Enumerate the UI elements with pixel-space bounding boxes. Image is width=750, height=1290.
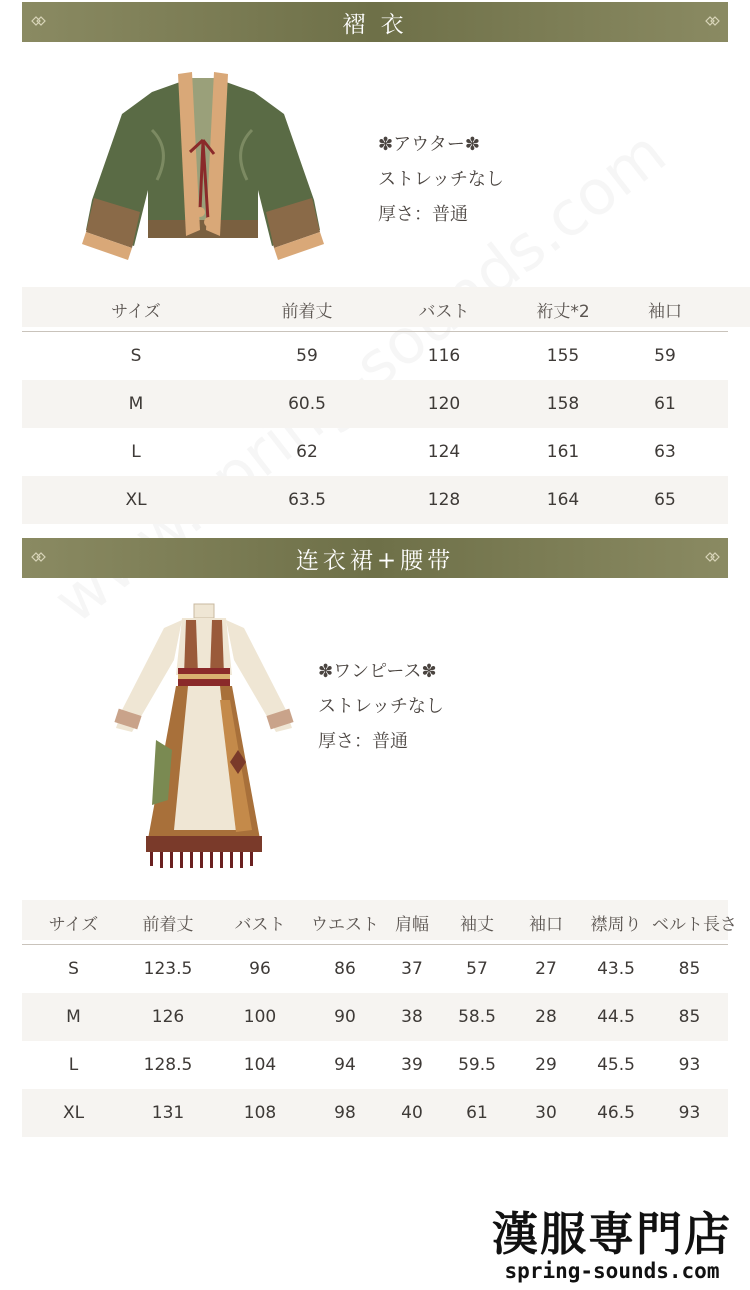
table-cell: 116: [427, 346, 461, 366]
dress-image: [112, 600, 296, 875]
table-cell: 90: [309, 993, 381, 1041]
col-header: 前着丈: [125, 900, 211, 945]
table-cell: 128: [364, 476, 524, 524]
table-cell: 59: [296, 346, 318, 366]
section-header-dress: [22, 538, 728, 578]
table-cell: 126: [125, 993, 211, 1041]
table-header-row: [22, 287, 728, 332]
table-cell: 29: [535, 1055, 557, 1075]
table-cell: 155: [546, 346, 580, 366]
section-title: 褶 衣: [342, 11, 408, 38]
table-row: [22, 476, 728, 524]
col-header: バスト: [211, 900, 309, 945]
table-cell: 93: [651, 1089, 728, 1137]
col-header: 肩幅: [381, 900, 443, 945]
col-header: ベルト長さ: [651, 900, 728, 945]
section-header-outer: [22, 2, 728, 42]
table-cell: 43.5: [597, 959, 635, 979]
table-header-row: [22, 900, 728, 945]
table-cell: 37: [401, 959, 423, 979]
table-cell: 120: [364, 380, 524, 428]
thickness-info: 厚さ：普通: [378, 204, 468, 225]
col-header: 袖丈: [443, 900, 511, 945]
table-cell: 104: [243, 1055, 277, 1075]
item-description: [318, 654, 444, 759]
table-cell: 61: [443, 1089, 511, 1137]
section-title: 连衣裙+腰带: [295, 547, 455, 574]
table-cell: 85: [651, 993, 728, 1041]
table-cell: M: [22, 380, 250, 428]
table-cell: XL: [22, 476, 250, 524]
table-cell: 28: [511, 993, 581, 1041]
col-header: サイズ: [22, 900, 125, 945]
item-type: ✽アウター✽: [378, 134, 480, 155]
table-cell: 38: [381, 993, 443, 1041]
col-header: バスト: [364, 287, 524, 332]
table-cell: 94: [334, 1055, 356, 1075]
table-row: [22, 993, 728, 1041]
stretch-info: ストレッチなし: [378, 169, 504, 190]
shop-url: spring-sounds.com: [504, 1259, 720, 1283]
table-cell: 63: [654, 442, 676, 462]
table-cell: 65: [602, 476, 728, 524]
col-header: 裄丈*2: [524, 287, 602, 332]
table-cell: 124: [427, 442, 461, 462]
table-cell: 164: [524, 476, 602, 524]
size-table-dress: [22, 900, 737, 1137]
table-cell: 131: [125, 1089, 211, 1137]
table-cell: 61: [602, 380, 728, 428]
table-cell: XL: [22, 1089, 125, 1137]
table-cell: 128.5: [143, 1055, 193, 1075]
table-cell: S: [68, 959, 79, 979]
table-cell: 85: [678, 959, 701, 979]
table-cell: 27: [535, 959, 557, 979]
table-cell: S: [130, 346, 142, 366]
table-cell: 123.5: [143, 959, 193, 979]
shop-logo: [492, 1208, 732, 1282]
stretch-info: ストレッチなし: [318, 696, 444, 717]
col-header: 袖口: [602, 287, 728, 332]
item-type: ✽ワンピース✽: [318, 661, 437, 682]
table-cell: 39: [401, 1055, 423, 1075]
table-cell: 161: [546, 442, 580, 462]
item-description: [378, 127, 504, 232]
ornament-icon: [704, 550, 720, 564]
table-cell: 40: [381, 1089, 443, 1137]
table-cell: 96: [249, 959, 271, 979]
table-row: [22, 945, 728, 994]
table-row: [22, 332, 728, 381]
col-header: 前着丈: [250, 287, 364, 332]
table-cell: 57: [466, 959, 488, 979]
col-header: 袖口: [511, 900, 581, 945]
table-cell: 62: [296, 442, 318, 462]
col-header: サイズ: [22, 287, 250, 332]
ornament-icon: [30, 14, 46, 28]
jacket-image: [82, 70, 324, 262]
table-cell: 108: [211, 1089, 309, 1137]
table-cell: L: [131, 442, 141, 462]
size-table-outer: [22, 287, 728, 524]
table-row: [22, 380, 728, 428]
table-cell: 44.5: [581, 993, 651, 1041]
ornament-icon: [30, 550, 46, 564]
table-cell: 98: [309, 1089, 381, 1137]
table-cell: 63.5: [250, 476, 364, 524]
table-cell: 86: [334, 959, 356, 979]
table-row: [22, 428, 728, 476]
table-cell: 58.5: [443, 993, 511, 1041]
col-header: 襟周り: [581, 900, 651, 945]
shop-name: 漢服専門店: [492, 1207, 732, 1261]
col-header: ウエスト: [309, 900, 381, 945]
table-cell: M: [22, 993, 125, 1041]
table-cell: 30: [511, 1089, 581, 1137]
table-cell: 60.5: [250, 380, 364, 428]
table-cell: 158: [524, 380, 602, 428]
table-cell: 45.5: [597, 1055, 635, 1075]
table-row: [22, 1089, 728, 1137]
table-cell: 59: [654, 346, 676, 366]
thickness-info: 厚さ：普通: [318, 731, 408, 752]
table-cell: 93: [678, 1055, 701, 1075]
table-cell: 46.5: [581, 1089, 651, 1137]
ornament-icon: [704, 14, 720, 28]
table-cell: 59.5: [458, 1055, 496, 1075]
table-cell: 100: [211, 993, 309, 1041]
table-row: [22, 1041, 728, 1089]
table-cell: L: [68, 1055, 79, 1075]
